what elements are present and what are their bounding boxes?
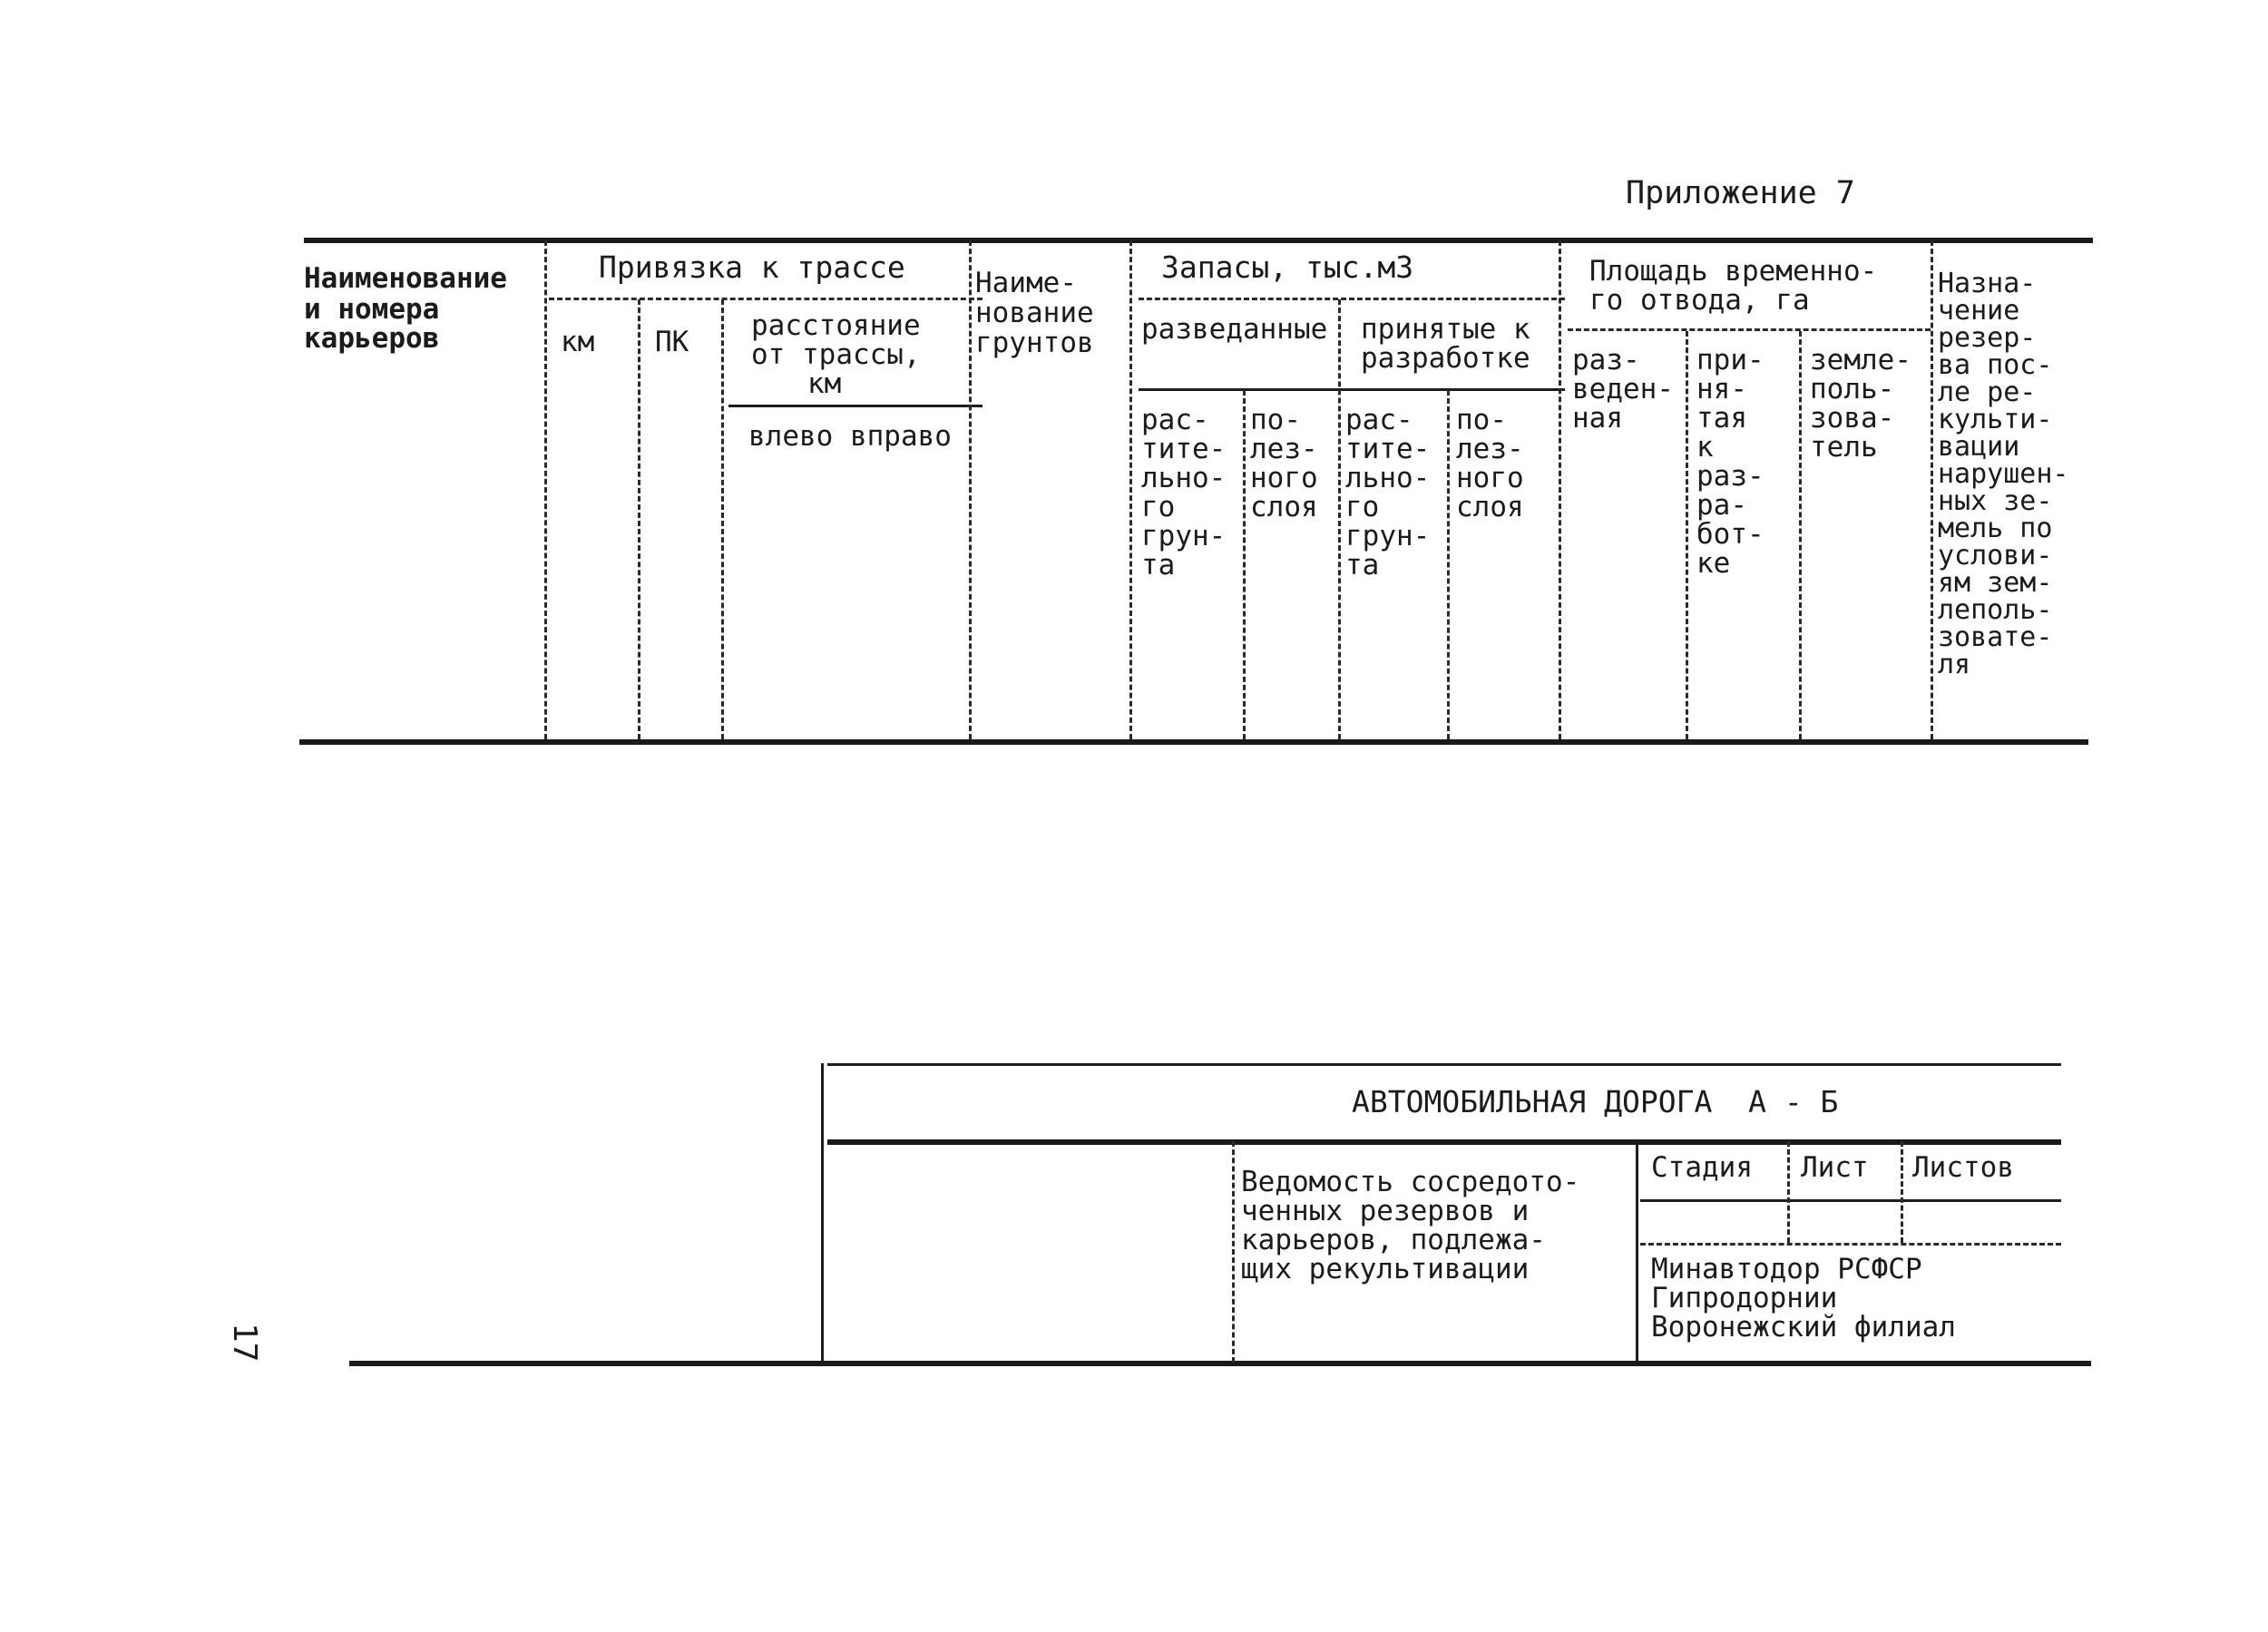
area-accepted-line2: ня- — [1696, 373, 1747, 406]
purpose-line6: культи- — [1938, 404, 2053, 435]
purpose-line5: ле ре- — [1938, 376, 2037, 408]
area-landuser-line2: поль- — [1810, 373, 1895, 406]
appendix-label: Приложение 7 — [1626, 175, 1855, 211]
explored-header: разведанные — [1141, 313, 1328, 346]
area-sub-rule — [1568, 328, 1931, 331]
stamp-desc-right-line — [1636, 1141, 1638, 1363]
stamp-stage-rule — [1640, 1199, 2061, 1202]
useful1-line2: лез- — [1250, 433, 1318, 465]
veg2-line6: та — [1345, 549, 1380, 581]
reserves-header: Запасы, тыс.м3 — [1161, 249, 1414, 285]
useful2-line2: лез- — [1456, 433, 1524, 465]
description-line1: Ведомость сосредото- — [1241, 1166, 1580, 1198]
purpose-line13: леполь- — [1938, 594, 2053, 626]
reserves-sub-rule — [1139, 298, 1565, 300]
stamp-sheet-line — [1901, 1141, 1903, 1243]
sheets-label: Листов — [1912, 1151, 2014, 1184]
area-accepted-line4: к — [1696, 431, 1714, 464]
col-line-explored-end — [1338, 299, 1341, 739]
area-accepted-line5: раз- — [1696, 460, 1765, 493]
veg2-line3: льно- — [1345, 462, 1431, 494]
purpose-line1: Назна- — [1938, 268, 2037, 299]
org-line1: Минавтодор РСФСР — [1651, 1253, 1922, 1285]
veg2-line5: грун- — [1345, 520, 1431, 552]
table-top-rule — [304, 238, 2093, 243]
stamp-stage-line — [1787, 1141, 1790, 1243]
area-accepted-line1: при- — [1696, 344, 1765, 376]
purpose-line10: мель по — [1938, 513, 2053, 544]
veg1-line5: грун- — [1141, 520, 1227, 552]
col-name-line1: Наименование — [304, 262, 507, 295]
col-line-veg1 — [1243, 390, 1246, 739]
purpose-line14: зовате- — [1938, 621, 2053, 653]
description-line4: щих рекультивации — [1241, 1253, 1530, 1285]
area-explored-line2: веден- — [1572, 373, 1674, 406]
col-line-veg2 — [1447, 390, 1450, 739]
binding-sub-rule — [549, 298, 982, 300]
area-accepted-line3: тая — [1696, 402, 1747, 435]
binding-header: Привязка к трассе — [599, 249, 905, 285]
col-line-pk — [721, 299, 724, 739]
purpose-line2: чение — [1938, 295, 2020, 327]
useful1-line4: слоя — [1250, 491, 1318, 523]
veg1-line2: тите- — [1141, 433, 1227, 465]
veg2-line2: тите- — [1345, 433, 1431, 465]
area-explored-line3: ная — [1572, 402, 1623, 435]
soils-line1: Наиме- — [975, 267, 1077, 299]
distance-line3: км — [807, 367, 842, 400]
col-line-area-explored — [1686, 331, 1688, 739]
veg1-line4: го — [1141, 491, 1176, 523]
pk-header: ПК — [655, 326, 689, 358]
stamp-top-rule — [827, 1063, 2061, 1066]
soils-line2: нование — [975, 297, 1094, 329]
purpose-line3: резер- — [1938, 322, 2037, 354]
stamp-bottom-rule — [349, 1361, 2091, 1366]
area-accepted-line7: бот- — [1696, 518, 1765, 551]
col-name-line2: и номера — [304, 293, 440, 326]
area-landuser-line4: тель — [1810, 431, 1878, 464]
purpose-line7: вации — [1938, 431, 2020, 463]
area-header-line1: Площадь временно- — [1589, 255, 1878, 288]
distance-sub-rule — [728, 405, 982, 407]
description-line3: карьеров, подлежа- — [1241, 1224, 1546, 1256]
purpose-line4: ва пос- — [1938, 349, 2053, 381]
purpose-line15: ля — [1938, 649, 1971, 680]
page-number: 17 — [226, 1323, 263, 1363]
col-name-line3: карьеров — [304, 322, 440, 355]
useful2-line3: ного — [1456, 462, 1524, 494]
stage-label: Стадия — [1651, 1151, 1753, 1184]
veg1-line1: рас- — [1141, 404, 1209, 436]
road-title: АВТОМОБИЛЬНАЯ ДОРОГА А - Б — [1352, 1084, 1839, 1119]
veg1-line6: та — [1141, 549, 1176, 581]
stamp-title-rule — [827, 1139, 2061, 1145]
purpose-line12: ям зем- — [1938, 567, 2053, 599]
stamp-left-line — [821, 1063, 824, 1363]
col-line-km — [638, 299, 640, 739]
description-line2: ченных резервов и — [1241, 1195, 1530, 1227]
org-line3: Воронежский филиал — [1651, 1311, 1956, 1344]
distance-line1: расстояние — [751, 309, 921, 342]
useful1-line1: по- — [1250, 404, 1301, 436]
useful2-line1: по- — [1456, 404, 1507, 436]
veg2-line1: рас- — [1345, 404, 1413, 436]
col-line-1 — [544, 240, 547, 739]
sheet-label: Лист — [1801, 1151, 1869, 1184]
table-bottom-rule — [299, 739, 2088, 745]
col-line-area-end — [1931, 240, 1933, 739]
distance-line2: от трассы, — [751, 338, 921, 371]
reserves-sub-rule-2 — [1139, 388, 1565, 391]
col-line-soils-end — [1129, 240, 1132, 739]
km-header: км — [561, 326, 595, 358]
area-explored-line1: раз- — [1572, 344, 1640, 376]
useful2-line4: слоя — [1456, 491, 1524, 523]
col-line-binding-end — [969, 240, 972, 739]
veg2-line4: го — [1345, 491, 1380, 523]
stamp-desc-left-line — [1232, 1141, 1235, 1363]
accepted-line1: принятые к — [1361, 313, 1530, 346]
area-header-line2: го отвода, га — [1589, 284, 1810, 317]
org-line2: Гипродорнии — [1651, 1282, 1838, 1314]
purpose-line11: услови- — [1938, 540, 2053, 572]
accepted-line2: разработке — [1361, 342, 1530, 375]
area-accepted-line8: ке — [1696, 547, 1731, 580]
veg1-line3: льно- — [1141, 462, 1227, 494]
col-line-reserves-end — [1559, 240, 1561, 739]
useful1-line3: ного — [1250, 462, 1318, 494]
area-landuser-line3: зова- — [1810, 402, 1895, 435]
area-landuser-line1: земле- — [1810, 344, 1911, 376]
soils-line3: грунтов — [975, 327, 1094, 359]
left-right-header: влево вправо — [748, 420, 952, 453]
stamp-sheet-rule — [1640, 1243, 2061, 1246]
col-line-area-accepted — [1799, 331, 1802, 739]
purpose-line8: нарушен- — [1938, 458, 2069, 490]
purpose-line9: ных зе- — [1938, 485, 2053, 517]
area-accepted-line6: ра- — [1696, 489, 1747, 522]
